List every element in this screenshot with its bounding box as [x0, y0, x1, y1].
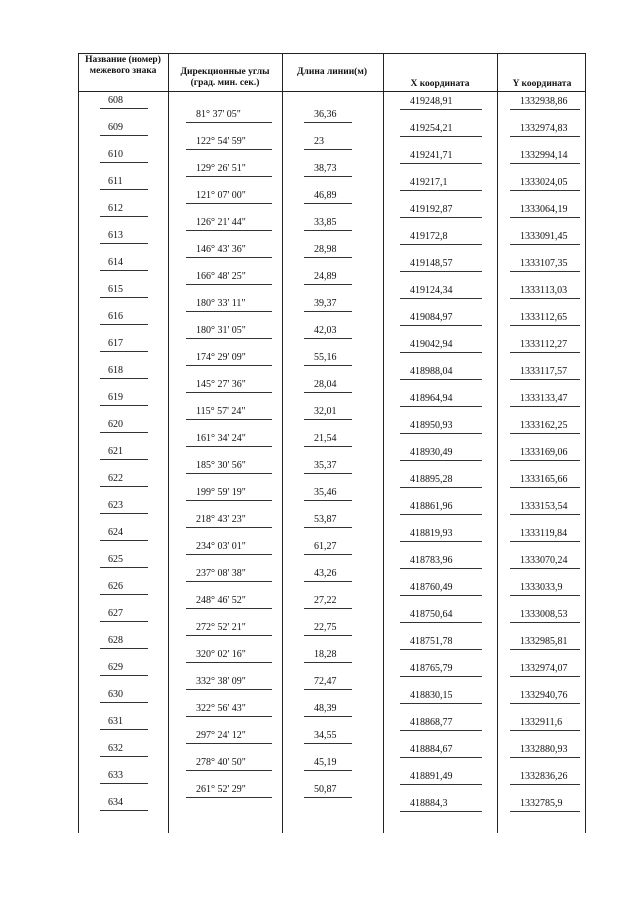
y-coordinate: 1333008,53	[520, 609, 568, 620]
segment-underline	[304, 149, 352, 150]
segment-underline	[304, 743, 352, 744]
segment-underline	[186, 581, 272, 582]
point-name: 615	[108, 284, 123, 295]
segment-underline	[186, 500, 272, 501]
point-name: 611	[108, 176, 123, 187]
row-underline	[400, 649, 482, 650]
row-underline	[510, 460, 580, 461]
row-underline	[100, 432, 148, 433]
row-underline	[400, 109, 482, 110]
direction-angle: 332° 38' 09"	[196, 675, 246, 687]
row-underline	[510, 784, 580, 785]
direction-angle: 129° 26' 51"	[196, 162, 246, 174]
segment-underline	[186, 365, 272, 366]
line-length: 35,46	[314, 486, 337, 498]
x-coordinate: 418988,04	[410, 366, 453, 377]
x-coordinate: 418760,49	[410, 582, 453, 593]
segment-underline	[186, 176, 272, 177]
row-underline	[100, 378, 148, 379]
point-name: 610	[108, 149, 123, 160]
header-length: Длина линии(м)	[297, 67, 367, 77]
direction-angle: 146° 43' 36"	[196, 243, 246, 255]
row-underline	[510, 217, 580, 218]
row-underline	[510, 514, 580, 515]
x-coordinate: 419084,97	[410, 312, 453, 323]
direction-angle: 115° 57' 24"	[196, 405, 246, 417]
column-divider	[282, 53, 283, 833]
segment-underline	[304, 770, 352, 771]
row-underline	[100, 162, 148, 163]
y-coordinate: 1333113,03	[520, 285, 568, 296]
row-underline	[400, 460, 482, 461]
row-underline	[400, 136, 482, 137]
row-underline	[100, 459, 148, 460]
x-coordinate: 418765,79	[410, 663, 453, 674]
row-underline	[100, 324, 148, 325]
y-coordinate: 1332940,76	[520, 690, 568, 701]
line-length: 39,37	[314, 297, 337, 309]
row-underline	[400, 784, 482, 785]
column-divider	[383, 53, 384, 833]
x-coordinate: 418861,96	[410, 501, 453, 512]
point-name: 614	[108, 257, 123, 268]
header-angle: Дирекционные углы (град. мин. сек.)	[180, 67, 270, 88]
y-coordinate: 1333112,65	[520, 312, 568, 323]
x-coordinate: 418895,28	[410, 474, 453, 485]
row-underline	[100, 702, 148, 703]
direction-angle: 297° 24' 12"	[196, 729, 246, 741]
point-name: 627	[108, 608, 123, 619]
y-coordinate: 1333165,66	[520, 474, 568, 485]
segment-underline	[304, 284, 352, 285]
row-underline	[510, 730, 580, 731]
direction-angle: 320° 02' 16"	[196, 648, 246, 660]
point-name: 628	[108, 635, 123, 646]
line-length: 24,89	[314, 270, 337, 282]
y-coordinate: 1332974,83	[520, 123, 568, 134]
row-underline	[400, 811, 482, 812]
row-underline	[510, 109, 580, 110]
row-underline	[100, 783, 148, 784]
x-coordinate: 419042,94	[410, 339, 453, 350]
segment-underline	[304, 311, 352, 312]
y-coordinate: 1333091,45	[520, 231, 568, 242]
row-underline	[400, 298, 482, 299]
row-underline	[100, 297, 148, 298]
row-underline	[100, 243, 148, 244]
row-underline	[100, 513, 148, 514]
y-coordinate: 1333117,57	[520, 366, 568, 377]
line-length: 50,87	[314, 783, 337, 795]
x-coordinate: 418783,96	[410, 555, 453, 566]
x-coordinate: 419254,21	[410, 123, 453, 134]
x-coordinate: 419124,34	[410, 285, 453, 296]
point-name: 629	[108, 662, 123, 673]
segment-underline	[304, 365, 352, 366]
segment-underline	[304, 716, 352, 717]
point-name: 633	[108, 770, 123, 781]
direction-angle: 121° 07' 00"	[196, 189, 246, 201]
direction-angle: 166° 48' 25"	[196, 270, 246, 282]
segment-underline	[186, 797, 272, 798]
y-coordinate: 1332938,86	[520, 96, 568, 107]
segment-underline	[304, 473, 352, 474]
point-name: 617	[108, 338, 123, 349]
row-underline	[510, 271, 580, 272]
row-underline	[510, 649, 580, 650]
row-underline	[100, 729, 148, 730]
row-underline	[100, 540, 148, 541]
x-coordinate: 418868,77	[410, 717, 453, 728]
row-underline	[510, 703, 580, 704]
coordinates-table	[78, 53, 585, 833]
point-name: 616	[108, 311, 123, 322]
x-coordinate: 418950,93	[410, 420, 453, 431]
segment-underline	[304, 257, 352, 258]
row-underline	[510, 622, 580, 623]
row-underline	[400, 514, 482, 515]
direction-angle: 161° 34' 24"	[196, 432, 246, 444]
row-underline	[100, 405, 148, 406]
x-coordinate: 418750,64	[410, 609, 453, 620]
segment-underline	[304, 527, 352, 528]
line-length: 21,54	[314, 432, 337, 444]
row-underline	[510, 136, 580, 137]
y-coordinate: 1333064,19	[520, 204, 568, 215]
segment-underline	[304, 635, 352, 636]
row-underline	[510, 244, 580, 245]
row-underline	[510, 757, 580, 758]
line-length: 27,22	[314, 594, 337, 606]
row-underline	[400, 406, 482, 407]
segment-underline	[304, 338, 352, 339]
direction-angle: 174° 29' 09"	[196, 351, 246, 363]
row-underline	[100, 189, 148, 190]
y-coordinate: 1332994,14	[520, 150, 568, 161]
row-underline	[100, 756, 148, 757]
segment-underline	[186, 473, 272, 474]
y-coordinate: 1332911,6	[520, 717, 563, 728]
segment-underline	[186, 662, 272, 663]
segment-underline	[304, 662, 352, 663]
direction-angle: 322° 56' 43"	[196, 702, 246, 714]
line-length: 45,19	[314, 756, 337, 768]
direction-angle: 185° 30' 56"	[196, 459, 246, 471]
segment-underline	[186, 446, 272, 447]
row-underline	[100, 621, 148, 622]
x-coordinate: 418884,3	[410, 798, 448, 809]
row-underline	[400, 190, 482, 191]
segment-underline	[186, 527, 272, 528]
row-underline	[400, 244, 482, 245]
row-underline	[400, 595, 482, 596]
x-coordinate: 418884,67	[410, 744, 453, 755]
row-underline	[400, 703, 482, 704]
segment-underline	[186, 311, 272, 312]
row-underline	[510, 352, 580, 353]
row-underline	[510, 595, 580, 596]
column-divider	[168, 53, 169, 833]
header-y: Y координата	[512, 79, 572, 89]
row-underline	[400, 352, 482, 353]
direction-angle: 126° 21' 44"	[196, 216, 246, 228]
segment-underline	[186, 203, 272, 204]
segment-underline	[186, 392, 272, 393]
segment-underline	[304, 122, 352, 123]
point-name: 632	[108, 743, 123, 754]
segment-underline	[186, 284, 272, 285]
row-underline	[510, 487, 580, 488]
point-name: 626	[108, 581, 123, 592]
point-name: 631	[108, 716, 123, 727]
direction-angle: 218° 43' 23"	[196, 513, 246, 525]
y-coordinate: 1333070,24	[520, 555, 568, 566]
segment-underline	[304, 203, 352, 204]
row-underline	[100, 108, 148, 109]
x-coordinate: 418964,94	[410, 393, 453, 404]
row-underline	[400, 163, 482, 164]
line-length: 38,73	[314, 162, 337, 174]
row-underline	[510, 568, 580, 569]
row-underline	[400, 676, 482, 677]
x-coordinate: 419248,91	[410, 96, 453, 107]
segment-underline	[304, 554, 352, 555]
x-coordinate: 418930,49	[410, 447, 453, 458]
point-name: 622	[108, 473, 123, 484]
row-underline	[510, 433, 580, 434]
column-divider	[497, 53, 498, 833]
header-bottom-border	[78, 91, 585, 92]
row-underline	[100, 486, 148, 487]
segment-underline	[186, 149, 272, 150]
point-name: 618	[108, 365, 123, 376]
point-name: 624	[108, 527, 123, 538]
segment-underline	[186, 257, 272, 258]
row-underline	[100, 135, 148, 136]
point-name: 630	[108, 689, 123, 700]
row-underline	[510, 163, 580, 164]
segment-underline	[304, 689, 352, 690]
segment-underline	[304, 446, 352, 447]
row-underline	[510, 406, 580, 407]
row-underline	[100, 270, 148, 271]
y-coordinate: 1333153,54	[520, 501, 568, 512]
line-length: 46,89	[314, 189, 337, 201]
line-length: 42,03	[314, 324, 337, 336]
x-coordinate: 418830,15	[410, 690, 453, 701]
row-underline	[400, 325, 482, 326]
row-underline	[400, 217, 482, 218]
row-underline	[100, 675, 148, 676]
point-name: 612	[108, 203, 123, 214]
row-underline	[400, 271, 482, 272]
segment-underline	[186, 689, 272, 690]
row-underline	[100, 567, 148, 568]
y-coordinate: 1332974,07	[520, 663, 568, 674]
header-name: Название (номер) межевого знака	[85, 55, 161, 76]
segment-underline	[186, 338, 272, 339]
line-length: 48,39	[314, 702, 337, 714]
line-length: 61,27	[314, 540, 337, 552]
line-length: 18,28	[314, 648, 337, 660]
segment-underline	[304, 176, 352, 177]
row-underline	[400, 757, 482, 758]
x-coordinate: 419192,87	[410, 204, 453, 215]
row-underline	[100, 594, 148, 595]
direction-angle: 180° 31' 05"	[196, 324, 246, 336]
direction-angle: 272° 52' 21"	[196, 621, 246, 633]
line-length: 35,37	[314, 459, 337, 471]
row-underline	[510, 676, 580, 677]
y-coordinate: 1333169,06	[520, 447, 568, 458]
line-length: 28,98	[314, 243, 337, 255]
segment-underline	[186, 419, 272, 420]
y-coordinate: 1333119,84	[520, 528, 568, 539]
row-underline	[400, 541, 482, 542]
segment-underline	[304, 608, 352, 609]
column-divider	[78, 53, 79, 833]
x-coordinate: 419217,1	[410, 177, 448, 188]
line-length: 53,87	[314, 513, 337, 525]
segment-underline	[304, 500, 352, 501]
row-underline	[100, 351, 148, 352]
line-length: 36,36	[314, 108, 337, 120]
y-coordinate: 1333033,9	[520, 582, 563, 593]
segment-underline	[186, 743, 272, 744]
point-name: 608	[108, 95, 123, 106]
segment-underline	[304, 392, 352, 393]
point-name: 623	[108, 500, 123, 511]
row-underline	[100, 216, 148, 217]
row-underline	[510, 190, 580, 191]
direction-angle: 248° 46' 52"	[196, 594, 246, 606]
row-underline	[400, 433, 482, 434]
point-name: 621	[108, 446, 123, 457]
segment-underline	[304, 230, 352, 231]
line-length: 72,47	[314, 675, 337, 687]
direction-angle: 234° 03' 01"	[196, 540, 246, 552]
direction-angle: 180° 33' 11"	[196, 297, 246, 309]
x-coordinate: 418891,49	[410, 771, 453, 782]
point-name: 620	[108, 419, 123, 430]
row-underline	[510, 298, 580, 299]
y-coordinate: 1332880,93	[520, 744, 568, 755]
table-top-border	[78, 53, 585, 54]
point-name: 609	[108, 122, 123, 133]
header-x: X координата	[410, 79, 470, 89]
y-coordinate: 1333107,35	[520, 258, 568, 269]
direction-angle: 122° 54' 59"	[196, 135, 246, 147]
y-coordinate: 1332785,9	[520, 798, 563, 809]
point-name: 619	[108, 392, 123, 403]
point-name: 625	[108, 554, 123, 565]
row-underline	[510, 379, 580, 380]
y-coordinate: 1333162,25	[520, 420, 568, 431]
line-length: 43,26	[314, 567, 337, 579]
x-coordinate: 418751,78	[410, 636, 453, 647]
direction-angle: 261° 52' 29"	[196, 783, 246, 795]
row-underline	[400, 730, 482, 731]
direction-angle: 237° 08' 38"	[196, 567, 246, 579]
direction-angle: 145° 27' 36"	[196, 378, 246, 390]
segment-underline	[304, 419, 352, 420]
row-underline	[400, 622, 482, 623]
line-length: 55,16	[314, 351, 337, 363]
column-divider	[585, 53, 586, 833]
y-coordinate: 1333112,27	[520, 339, 568, 350]
row-underline	[100, 810, 148, 811]
segment-underline	[186, 716, 272, 717]
segment-underline	[186, 554, 272, 555]
point-name: 613	[108, 230, 123, 241]
row-underline	[400, 568, 482, 569]
direction-angle: 81° 37' 05"	[196, 108, 241, 120]
segment-underline	[304, 581, 352, 582]
segment-underline	[186, 770, 272, 771]
row-underline	[400, 379, 482, 380]
y-coordinate: 1333024,05	[520, 177, 568, 188]
y-coordinate: 1332836,26	[520, 771, 568, 782]
line-length: 34,55	[314, 729, 337, 741]
segment-underline	[186, 230, 272, 231]
x-coordinate: 419241,71	[410, 150, 453, 161]
segment-underline	[186, 608, 272, 609]
direction-angle: 199° 59' 19"	[196, 486, 246, 498]
line-length: 33,85	[314, 216, 337, 228]
line-length: 23	[314, 135, 324, 147]
x-coordinate: 419148,57	[410, 258, 453, 269]
row-underline	[100, 648, 148, 649]
row-underline	[510, 811, 580, 812]
segment-underline	[186, 122, 272, 123]
line-length: 28,04	[314, 378, 337, 390]
line-length: 22,75	[314, 621, 337, 633]
row-underline	[400, 487, 482, 488]
y-coordinate: 1333133,47	[520, 393, 568, 404]
segment-underline	[304, 797, 352, 798]
row-underline	[510, 541, 580, 542]
direction-angle: 278° 40' 50"	[196, 756, 246, 768]
y-coordinate: 1332985,81	[520, 636, 568, 647]
segment-underline	[186, 635, 272, 636]
x-coordinate: 418819,93	[410, 528, 453, 539]
line-length: 32,01	[314, 405, 337, 417]
row-underline	[510, 325, 580, 326]
point-name: 634	[108, 797, 123, 808]
x-coordinate: 419172,8	[410, 231, 448, 242]
